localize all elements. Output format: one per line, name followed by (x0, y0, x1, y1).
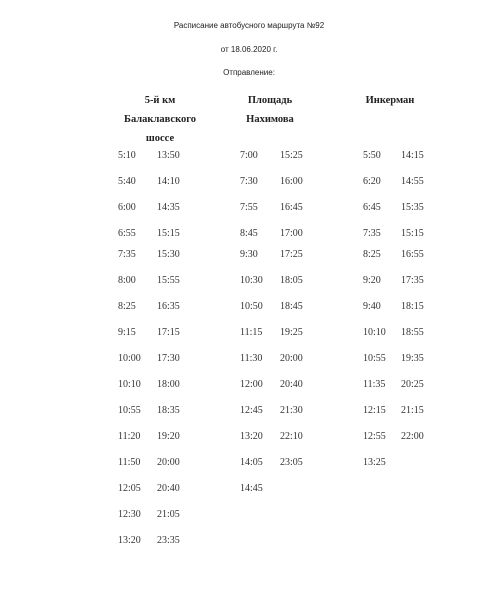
departure-time: 20:00 (157, 457, 180, 468)
departure-time: 7:35 (118, 249, 136, 260)
departure-time: 7:35 (363, 228, 381, 239)
departure-time: 18:35 (157, 405, 180, 416)
departure-time: 22:00 (401, 431, 424, 442)
departure-time: 11:30 (240, 353, 263, 364)
column-header-line: шоссе (145, 133, 175, 144)
departure-time: 10:10 (363, 327, 386, 338)
departure-time: 17:25 (280, 249, 303, 260)
departure-label: Отправление: (223, 68, 275, 77)
departure-time: 23:05 (280, 457, 303, 468)
column-header-line: Площадь (247, 95, 293, 106)
departure-time: 14:55 (401, 176, 424, 187)
departure-time: 12:00 (240, 379, 263, 390)
departure-time: 20:40 (157, 483, 180, 494)
departure-time: 12:30 (118, 509, 141, 520)
departure-time: 9:40 (363, 301, 381, 312)
departure-time: 10:50 (240, 301, 263, 312)
departure-time: 16:45 (280, 202, 303, 213)
departure-time: 16:00 (280, 176, 303, 187)
column-header-line: Нахимова (246, 114, 294, 125)
departure-time: 15:15 (401, 228, 424, 239)
departure-time: 10:55 (363, 353, 386, 364)
departure-time: 15:55 (157, 275, 180, 286)
departure-time: 20:00 (280, 353, 303, 364)
departure-time: 10:55 (118, 405, 141, 416)
column-header-inkerman (330, 91, 450, 110)
departure-time: 14:35 (157, 202, 180, 213)
departure-time: 18:00 (157, 379, 180, 390)
departure-time: 17:15 (157, 327, 180, 338)
departure-time: 15:15 (157, 228, 180, 239)
departure-time: 19:35 (401, 353, 424, 364)
departure-time: 15:30 (157, 249, 180, 260)
departure-time: 12:15 (363, 405, 386, 416)
column-header-balaklava-5km (100, 91, 220, 148)
departure-time: 13:50 (157, 150, 180, 161)
departure-time: 21:15 (401, 405, 424, 416)
departure-time: 12:05 (118, 483, 141, 494)
departure-time: 22:10 (280, 431, 303, 442)
departure-time: 21:30 (280, 405, 303, 416)
departure-time: 9:20 (363, 275, 381, 286)
departure-time: 13:20 (240, 431, 263, 442)
departure-time: 18:45 (280, 301, 303, 312)
departure-time: 14:45 (240, 483, 263, 494)
departure-time: 17:00 (280, 228, 303, 239)
departure-time: 8:25 (118, 301, 136, 312)
departure-time: 12:55 (363, 431, 386, 442)
departure-time: 5:50 (363, 150, 381, 161)
departure-time: 18:05 (280, 275, 303, 286)
departure-time: 18:55 (401, 327, 424, 338)
departure-time: 8:45 (240, 228, 258, 239)
departure-time: 19:20 (157, 431, 180, 442)
departure-time: 10:10 (118, 379, 141, 390)
departure-time: 15:25 (280, 150, 303, 161)
departure-time: 17:35 (401, 275, 424, 286)
departure-time: 19:25 (280, 327, 303, 338)
departure-time: 9:30 (240, 249, 258, 260)
departure-time: 10:30 (240, 275, 263, 286)
departure-time: 7:55 (240, 202, 258, 213)
departure-time: 8:00 (118, 275, 136, 286)
column-header-line: Инкерман (365, 95, 415, 106)
departure-time: 11:50 (118, 457, 141, 468)
departure-time: 17:30 (157, 353, 180, 364)
departure-time: 21:05 (157, 509, 180, 520)
column-header-nakhimov-square (210, 91, 330, 129)
departure-time: 6:00 (118, 202, 136, 213)
departure-time: 5:10 (118, 150, 136, 161)
departure-time: 14:10 (157, 176, 180, 187)
departure-time: 9:15 (118, 327, 136, 338)
departure-time: 8:25 (363, 249, 381, 260)
departure-time: 16:55 (401, 249, 424, 260)
departure-time: 7:00 (240, 150, 258, 161)
departure-time: 11:20 (118, 431, 141, 442)
departure-time: 11:15 (240, 327, 263, 338)
departure-time: 18:15 (401, 301, 424, 312)
departure-time: 16:35 (157, 301, 180, 312)
departure-time: 20:40 (280, 379, 303, 390)
departure-time: 13:20 (118, 535, 141, 546)
departure-time: 23:35 (157, 535, 180, 546)
column-header-line: Балаклавского (124, 114, 196, 125)
departure-time: 11:35 (363, 379, 386, 390)
departure-time: 14:15 (401, 150, 424, 161)
column-header-line: 5-й км (144, 95, 176, 106)
departure-time: 15:35 (401, 202, 424, 213)
departure-time: 10:00 (118, 353, 141, 364)
departure-time: 5:40 (118, 176, 136, 187)
departure-time: 6:20 (363, 176, 381, 187)
departure-time: 13:25 (363, 457, 386, 468)
departure-time: 12:45 (240, 405, 263, 416)
schedule-date: от 18.06.2020 г. (220, 45, 278, 54)
schedule-title: Расписание автобусного маршрута №92 (173, 21, 325, 30)
departure-time: 20:25 (401, 379, 424, 390)
departure-time: 6:55 (118, 228, 136, 239)
departure-time: 7:30 (240, 176, 258, 187)
departure-time: 14:05 (240, 457, 263, 468)
departure-time: 6:45 (363, 202, 381, 213)
